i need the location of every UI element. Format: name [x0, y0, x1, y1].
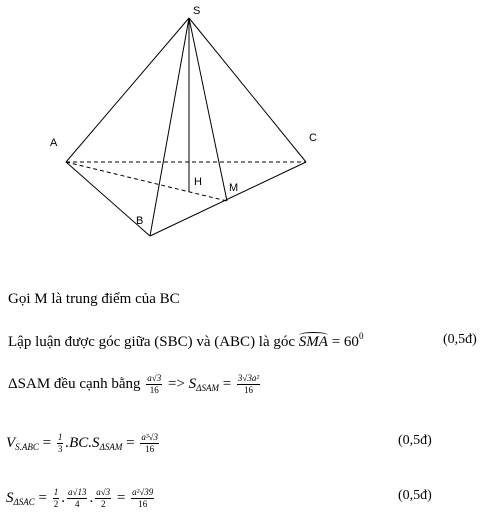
- volume-eq2: =: [126, 434, 135, 451]
- fraction-area: $\frac{\text{3√3a²}}{16}$: [237, 373, 260, 395]
- label-S: S: [193, 5, 201, 17]
- label-A: A: [50, 137, 58, 149]
- sac-eq1: =: [38, 489, 48, 506]
- fraction-volume: $\frac{\text{a³√3}}{16}$: [141, 432, 158, 454]
- label-B: B: [136, 215, 144, 227]
- angle-intro: Lập luận được góc giữa (SBC) và (ABC) là góc: [8, 334, 296, 350]
- edge-SB: [150, 18, 189, 236]
- fraction-area-sac: $\frac{\text{a²√39}}{16}$: [132, 487, 154, 509]
- label-C: C: [309, 132, 317, 144]
- volume-product-subscript: ΔSAM: [99, 441, 123, 452]
- text-line-midpoint: Gọi M là trung điểm của BC: [8, 291, 180, 307]
- text-line-volume: [6, 433, 161, 454]
- angle-eq: = 60: [331, 334, 359, 350]
- sac-symbol: S: [6, 489, 14, 506]
- score-area-sac: (0,5đ): [398, 488, 432, 503]
- fraction-sqrt13: $\frac{a√13}{4}$: [68, 487, 87, 509]
- edge-SA: [66, 18, 189, 162]
- label-H: H: [194, 176, 202, 188]
- text-line-equilateral: [8, 374, 262, 395]
- score-angle: (0,5đ): [443, 332, 477, 347]
- volume-symbol: V: [6, 434, 16, 451]
- volume-product: .BC.S: [65, 434, 100, 451]
- fraction-sqrt3-half: $\frac{a√3}{2}$: [96, 487, 111, 509]
- label-M: M: [229, 182, 239, 194]
- fraction-one-third: $\frac{1}{3}$: [57, 432, 63, 454]
- volume-eq1: =: [42, 434, 52, 451]
- area-eq: =: [222, 375, 232, 392]
- edge-AM-hidden: [66, 162, 227, 201]
- text-line-area-sac: $S_{\Delta SAC}$ = $\frac{1}{2}$ . $\frac{a√13}{4}$ . $\frac{a√3}{2}$ = $\frac{\text{a²√39}}{16}$: [6, 487, 154, 509]
- text-line-angle: [8, 331, 363, 351]
- score-volume: (0,5đ): [398, 433, 432, 448]
- implies-arrow: =>: [168, 375, 185, 392]
- area-symbol: S: [188, 375, 197, 392]
- fraction-one-half: $\frac{1}{2}$: [53, 487, 59, 509]
- angle-sma: SMA: [298, 334, 328, 350]
- sac-eq2: =: [116, 489, 126, 506]
- edge-SM: [189, 18, 227, 201]
- equilateral-intro: ΔSAM đều cạnh bằng: [8, 375, 141, 392]
- fraction-side: $\frac{a√3}{16}$: [147, 373, 162, 395]
- edge-SC: [189, 18, 306, 162]
- angle-degree: 0: [358, 331, 364, 341]
- area-subscript: ΔSAM: [196, 382, 219, 393]
- edge-BC: [150, 162, 306, 236]
- volume-subscript: S.ABC: [15, 441, 39, 452]
- sac-subscript: ΔSAC: [13, 496, 35, 507]
